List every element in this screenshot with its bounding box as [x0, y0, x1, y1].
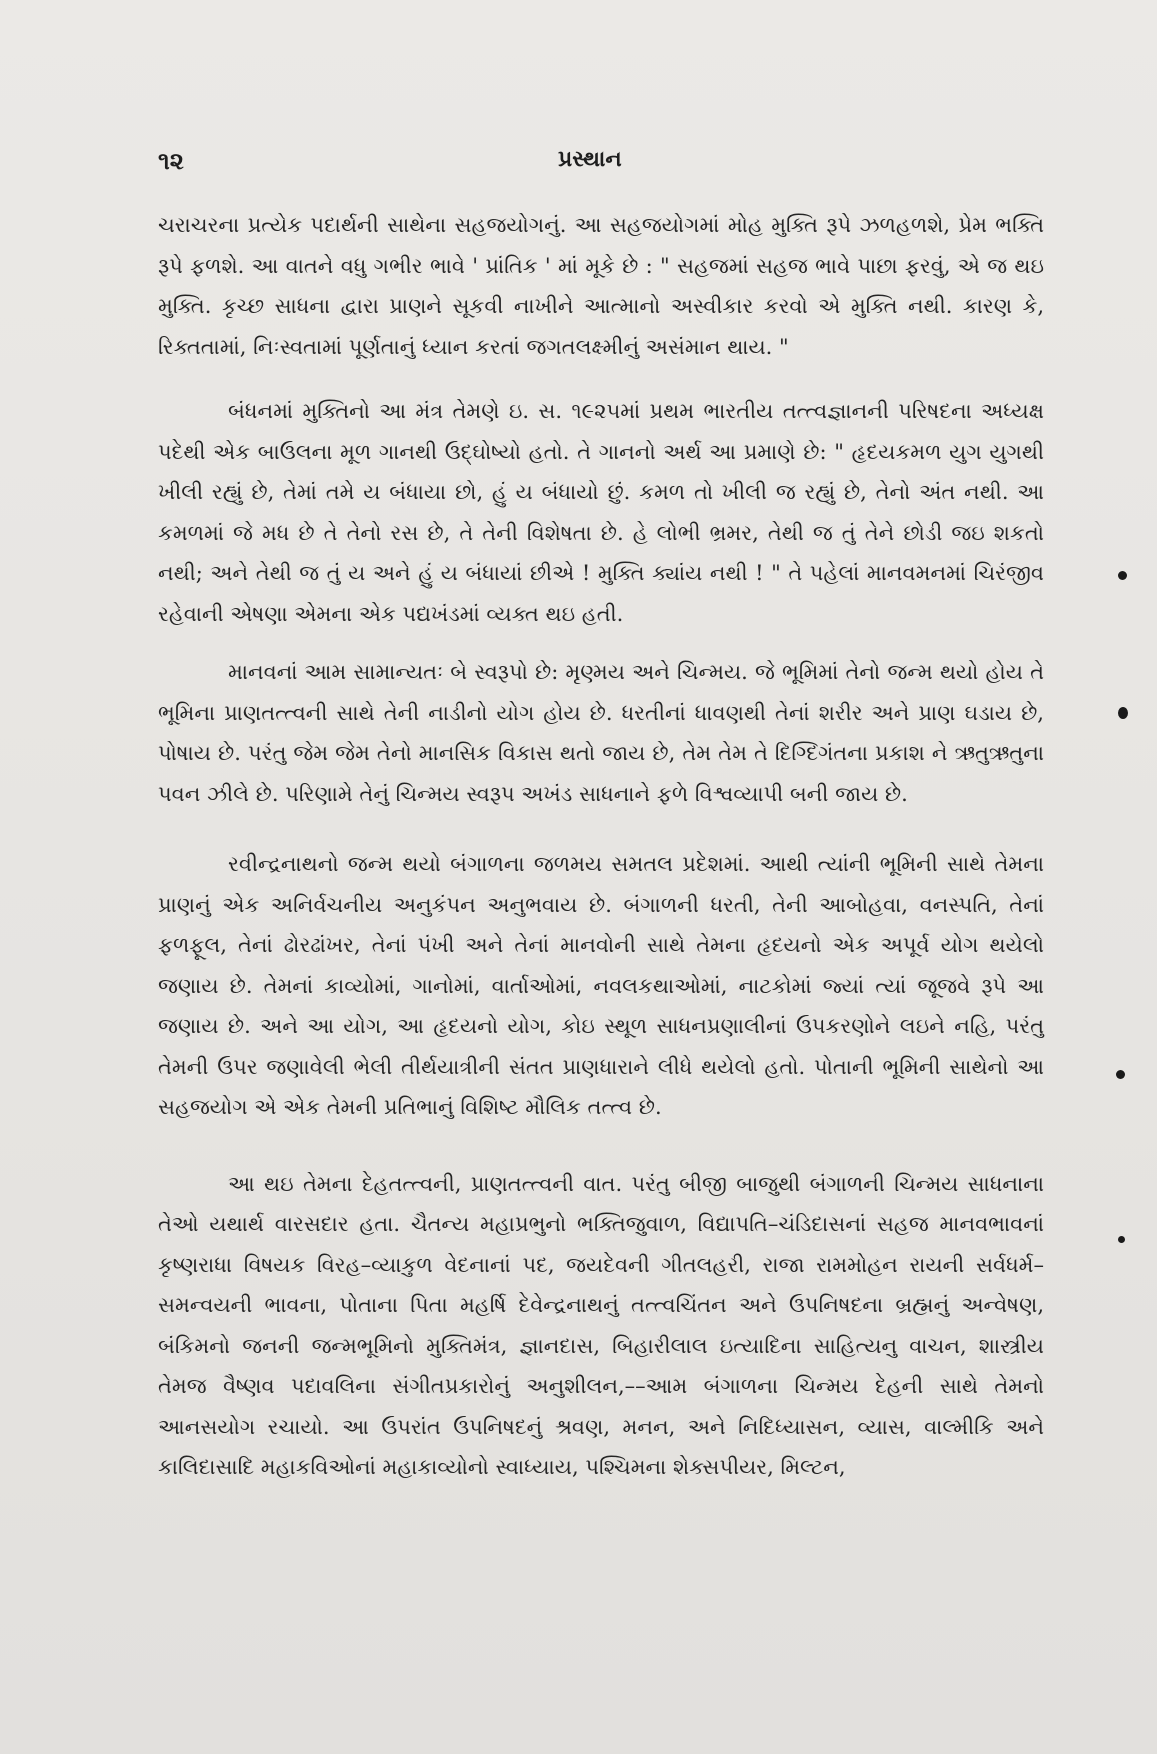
binding-hole — [1118, 571, 1127, 580]
page-number: ૧૨ — [158, 146, 184, 175]
binding-hole — [1116, 1070, 1125, 1079]
binding-hole — [1118, 707, 1128, 719]
running-title: પ્રસ્થાન — [558, 146, 622, 172]
paragraph: ચરાચરના પ્રત્યેક પદાર્થની સાથેના સહજયોગનું. આ સહજયોગમાં મોહ મુક્તિ રૂપે ઝળહળશે, પ્રેમ ભક્તિ રૂપે ફળશે. આ વાતને વધુ ગભીર ભાવે ' પ્રાંતિક ' માં મૂકે છે : " સહજમાં સહજ ભાવે પાછા ફરવું, એ જ થઇ મુક્તિ. કૃચ્છ સાધના દ્વારા પ્રાણને સૂકવી નાખીને આત્માનો અસ્વીકાર કરવો એ મુક્તિ નથી. કારણ કે, રિક્તતામાં, નિઃસ્વતામાં પૂર્ણતાનું ધ્યાન કરતાં જગતલક્ષ્મીનું અસંમાન થાય. " — [158, 213, 1044, 359]
paragraph: રવીન્દ્રનાથનો જન્મ થયો બંગાળના જળમય સમતલ પ્રદેશમાં. આથી ત્યાંની ભૂમિની સાથે તેમના પ્રાણનું એક અનિર્વચનીય અનુકંપન અનુભવાય છે. બંગાળની ધરતી, તેની આબોહવા, વનસ્પતિ, તેનાં ફળફૂલ, તેનાં ઢોરઢાંખર, તેનાં પંખી અને તેનાં માનવોની સાથે તેમના હૃદયનો એક અપૂર્વ યોગ થયેલો જણાય છે. તેમનાં કાવ્યોમાં, ગાનોમાં, વાર્તાઓમાં, નવલકથાઓમાં, નાટકોમાં જ્યાં ત્યાં જૂજવે રૂપે આ જણાય છે. અને આ યોગ, આ હૃદયનો યોગ, કોઇ સ્થૂળ સાધનપ્રણાલીનાં ઉપકરણોને લઇને નહિ, પરંતુ તેમની ઉપર જણાવેલી ભેલી તીર્થયાત્રીની સંતત પ્રાણધારાને લીધે થયેલો હતો. પોતાની ભૂમિની સાથેનો આ સહજયોગ એ એક તેમની પ્રતિભાનું વિશિષ્ટ મૌલિક તત્ત્વ છે. — [158, 852, 1044, 1119]
binding-hole — [1118, 1236, 1125, 1243]
body-text — [158, 205, 1044, 1488]
paragraph: આ થઇ તેમના દેહતત્ત્વની, પ્રાણતત્ત્વની વાત. પરંતુ બીજી બાજુથી બંગાળની ચિન્મય સાધનાના તેઓ યથાર્થ વારસદાર હતા. ચૈતન્ય મહાપ્રભુનો ભક્તિજુવાળ, વિદ્યાપતિ–ચંડિદાસનાં સહજ માનવભાવનાં કૃષ્ણરાધા વિષયક વિરહ–વ્યાકુળ વેદનાનાં પદ, જયદેવની ગીતલહરી, રાજા રામમોહન રાયની સર્વધર્મ–સમન્વયની ભાવના, પોતાના પિતા મહર્ષિ દેવેન્દ્રનાથનું તત્ત્વચિંતન અને ઉપનિષદના બ્રહ્મનું અન્વેષણ, બંકિમનો જનની જન્મભૂમિનો મુક્તિમંત્ર, જ્ઞાનદાસ, બિહારીલાલ ઇત્યાદિના સાહિત્યનુ વાચન, શાસ્ત્રીય તેમજ વૈષ્ણવ પદાવલિના સંગીતપ્રકારોનું અનુશીલન,––આમ બંગાળના ચિન્મય દેહની સાથે તેમનો આનસયોગ રચાયો. આ ઉપરાંત ઉપનિષદનું શ્રવણ, મનન, અને નિદિધ્યાસન, વ્યાસ, વાલ્મીકિ અને કાલિદાસાદિ મહાકવિઓનાં મહાકાવ્યોનો સ્વાધ્યાય, પશ્ચિમના શેક્સપીયર, મિલ્ટન, — [158, 1171, 1044, 1479]
paragraph: માનવનાં આમ સામાન્યતઃ બે સ્વરૂપો છે: મૃણ્મય અને ચિન્મય. જે ભૂમિમાં તેનો જન્મ થયો હોય તે ભૂમિના પ્રાણતત્ત્વની સાથે તેની નાડીનો યોગ હોય છે. ધરતીનાં ધાવણથી તેનાં શરીર અને પ્રાણ ઘડાય છે, પોષાય છે. પરંતુ જેમ જેમ તેનો માનસિક વિકાસ થતો જાય છે, તેમ તેમ તે દિગ્દિગંતના પ્રકાશ ને ઋતુઋતુના પવન ઝીલે છે. પરિણામે તેનું ચિન્મય સ્વરૂપ અખંડ સાધનાને ફળે વિશ્વવ્યાપી બની જાય છે. — [158, 660, 1044, 806]
page-header — [158, 146, 1038, 176]
paragraph: બંધનમાં મુક્તિનો આ મંત્ર તેમણે ઇ. સ. ૧૯૨૫માં પ્રથમ ભારતીય તત્ત્વજ્ઞાનની પરિષદના અધ્યક્ષ પદેથી એક બાઉલના મૂળ ગાનથી ઉદ્‌ઘોષ્યો હતો. તે ગાનનો અર્થ આ પ્રમાણે છે: " હૃદયકમળ યુગ યુગથી ખીલી રહ્યું છે, તેમાં તમે ય બંધાયા છો, હું ય બંધાયો છું. કમળ તો ખીલી જ રહ્યું છે, તેનો અંત નથી. આ કમળમાં જે મધ છે તે તેનો રસ છે, તે તેની વિશેષતા છે. હે લોભી ભ્રમર, તેથી જ તું તેને છોડી જઇ શકતો નથી; અને તેથી જ તું ય અને હું ય બંધાયાં છીએ ! મુક્તિ ક્યાંય નથી ! " તે પહેલાં માનવમનમાં ચિરંજીવ રહેવાની એષણા એમના એક પદ્યખંડમાં વ્યક્ત થઇ હતી. — [158, 399, 1044, 626]
